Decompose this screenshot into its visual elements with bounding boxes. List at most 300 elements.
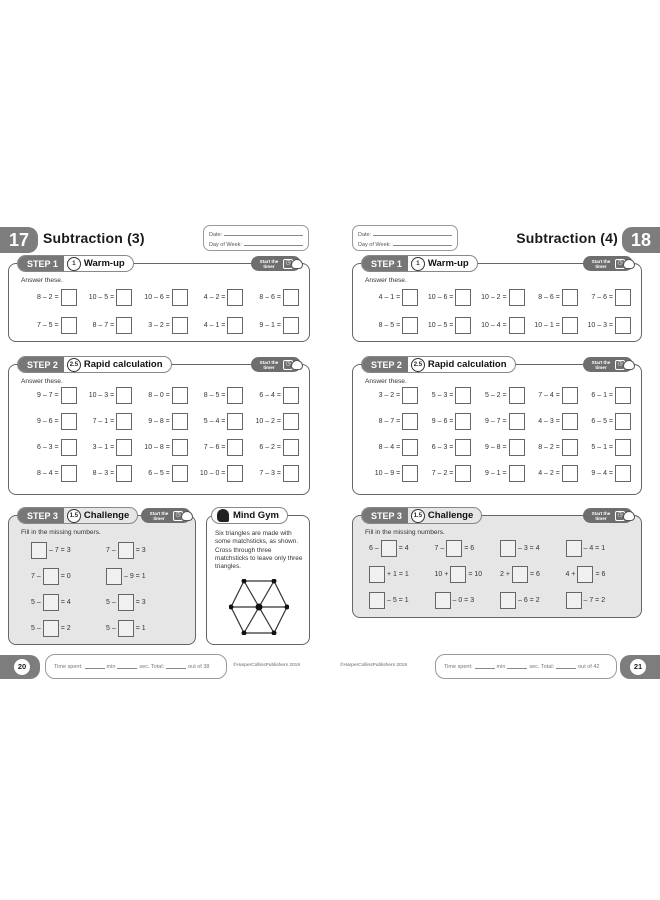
answer-box[interactable] <box>455 413 471 430</box>
page-title: Subtraction (4) <box>516 230 618 246</box>
hand-pointer-icon <box>291 259 303 269</box>
step-name: Rapid calculation <box>427 359 507 370</box>
answer-box[interactable] <box>509 465 525 482</box>
question-item <box>418 465 471 482</box>
question-text: 8 – 5 = <box>378 322 401 329</box>
question-item <box>471 439 524 456</box>
challenge-item <box>566 592 632 609</box>
question-text: 10 – 5 = <box>88 294 115 301</box>
challenge-item <box>566 540 632 557</box>
answer-box[interactable] <box>172 289 188 306</box>
missing-number-box[interactable] <box>106 568 122 585</box>
unit-number-tab: 17 <box>0 227 38 253</box>
challenge-item <box>500 540 566 557</box>
copyright: ©HarperCollinsPublishers 2019 <box>233 663 300 668</box>
missing-number-box[interactable] <box>381 540 397 557</box>
question-item <box>418 387 471 404</box>
date-box <box>203 225 309 251</box>
answer-box[interactable] <box>455 317 471 334</box>
answer-box[interactable] <box>562 465 578 482</box>
question-text: 8 – 7 = <box>378 418 401 425</box>
question-item <box>418 289 471 306</box>
question-item <box>365 387 418 404</box>
answer-box[interactable] <box>615 413 631 430</box>
start-timer-button[interactable]: Start the timer ◷ <box>583 508 633 523</box>
challenge-item <box>106 568 181 585</box>
question-text: 9 – 8 = <box>484 444 507 451</box>
expression-after: = 4 <box>60 599 71 606</box>
step1-section <box>352 258 642 342</box>
answer-box[interactable] <box>61 465 77 482</box>
question-item <box>418 439 471 456</box>
question-item <box>77 289 133 306</box>
question-item <box>418 413 471 430</box>
page-title: Subtraction (3) <box>43 230 145 246</box>
answer-box[interactable] <box>227 465 243 482</box>
question-text: 8 – 6 = <box>259 294 281 301</box>
step2-section <box>8 359 310 495</box>
missing-number-box[interactable] <box>43 594 59 611</box>
question-text: 6 – 5 = <box>148 470 170 477</box>
stopwatch-icon: 1.5 <box>67 509 81 523</box>
question-item <box>132 317 188 334</box>
question-item <box>578 465 631 482</box>
answer-box[interactable] <box>172 387 188 404</box>
question-item <box>77 465 133 482</box>
stopwatch-icon: 2.5 <box>411 358 425 372</box>
question-item <box>365 317 418 334</box>
mind-gym-header <box>211 507 288 524</box>
answer-box[interactable] <box>402 289 418 306</box>
question-item <box>21 387 77 404</box>
answer-box[interactable] <box>227 317 243 334</box>
answer-box[interactable] <box>61 317 77 334</box>
hand-pointer-icon <box>623 511 635 521</box>
date-label: Date: <box>209 232 223 238</box>
step-name: Warm-up <box>427 258 469 269</box>
question-text: 9 – 7 = <box>484 418 507 425</box>
minutes-field[interactable] <box>85 664 105 669</box>
step-label: STEP 2 <box>18 357 64 372</box>
question-text: 7 – 1 = <box>92 418 115 425</box>
answer-box[interactable] <box>562 317 578 334</box>
answer-box[interactable] <box>61 387 77 404</box>
question-grid <box>365 289 631 334</box>
answer-box[interactable] <box>61 413 77 430</box>
answer-box[interactable] <box>227 439 243 456</box>
start-timer-button[interactable]: Start the timer ◷ <box>251 256 301 271</box>
missing-number-box[interactable] <box>435 592 451 609</box>
question-item <box>21 289 77 306</box>
step1-section <box>8 258 310 342</box>
missing-number-box[interactable] <box>577 566 593 583</box>
date-field[interactable] <box>224 235 303 236</box>
answer-box[interactable] <box>509 317 525 334</box>
expression-before: 5 – <box>31 625 41 632</box>
challenge-item <box>435 566 501 583</box>
question-text: 7 – 5 = <box>36 322 59 329</box>
question-item <box>243 289 299 306</box>
challenge-item <box>106 542 181 559</box>
challenge-item <box>369 592 435 609</box>
step3-section <box>352 510 642 618</box>
answer-box[interactable] <box>283 413 299 430</box>
answer-box[interactable] <box>227 413 243 430</box>
seconds-field[interactable] <box>117 664 137 669</box>
challenge-item <box>106 620 181 637</box>
answer-box[interactable] <box>116 387 132 404</box>
expression-after: – 3 = 4 <box>518 545 540 552</box>
challenge-grid <box>31 542 181 637</box>
question-text: 8 – 5 = <box>203 392 226 399</box>
question-text: 8 – 7 = <box>92 322 115 329</box>
answer-box[interactable] <box>615 465 631 482</box>
question-item <box>471 387 524 404</box>
expression-after: = 3 <box>135 547 146 554</box>
instruction: Answer these. <box>365 378 407 385</box>
page-number-tab <box>620 655 660 679</box>
question-item <box>525 413 578 430</box>
hand-pointer-icon <box>623 360 635 370</box>
question-text: 9 – 1 = <box>259 322 281 329</box>
question-item <box>525 465 578 482</box>
question-text: 10 – 9 = <box>374 470 401 477</box>
missing-number-box[interactable] <box>446 540 462 557</box>
expression-before: 7 – <box>106 547 116 554</box>
expression-after: = 4 <box>398 545 409 552</box>
challenge-item <box>566 566 632 583</box>
answer-box[interactable] <box>172 317 188 334</box>
question-text: 6 – 4 = <box>259 392 281 399</box>
question-item <box>21 317 77 334</box>
answer-box[interactable] <box>509 387 525 404</box>
question-item <box>365 465 418 482</box>
question-text: 7 – 4 = <box>538 392 560 399</box>
answer-box[interactable] <box>402 387 418 404</box>
missing-number-box[interactable] <box>118 594 134 611</box>
missing-number-box[interactable] <box>43 620 59 637</box>
question-text: 4 – 2 = <box>538 470 560 477</box>
answer-box[interactable] <box>116 317 132 334</box>
day-field[interactable] <box>244 245 303 246</box>
question-text: 10 – 5 = <box>427 322 454 329</box>
stopwatch-icon: 1 <box>67 257 81 271</box>
page-number-tab <box>0 655 40 679</box>
answer-box[interactable] <box>61 289 77 306</box>
step3-section <box>8 510 196 645</box>
day-label: Day of Week: <box>358 242 391 248</box>
answer-box[interactable] <box>116 465 132 482</box>
question-item <box>77 413 133 430</box>
answer-box[interactable] <box>509 439 525 456</box>
expression-after: – 5 = 1 <box>387 597 409 604</box>
question-text: 8 – 2 = <box>36 294 59 301</box>
answer-box[interactable] <box>455 289 471 306</box>
expression-after: = 6 <box>464 545 475 552</box>
question-item <box>243 387 299 404</box>
answer-box[interactable] <box>172 413 188 430</box>
timer-icon: ◷ <box>615 511 625 521</box>
missing-number-box[interactable] <box>500 540 516 557</box>
question-item <box>365 289 418 306</box>
answer-box[interactable] <box>455 465 471 482</box>
expression-before: 2 + <box>500 571 510 578</box>
question-text: 10 – 4 = <box>481 322 507 329</box>
expression-after: – 7 = 2 <box>583 597 606 604</box>
question-text: 10 – 3 = <box>587 322 613 329</box>
answer-box[interactable] <box>116 439 132 456</box>
question-item <box>21 465 77 482</box>
answer-box[interactable] <box>562 387 578 404</box>
expression-before: 10 + <box>434 571 449 578</box>
question-item <box>243 465 299 482</box>
mind-gym-title: Mind Gym <box>233 510 279 521</box>
day-label: Day of Week: <box>209 242 242 248</box>
missing-number-box[interactable] <box>512 566 528 583</box>
expression-before: 5 – <box>31 599 41 606</box>
timer-icon: ◷ <box>615 360 625 370</box>
expression-after: – 4 = 1 <box>583 545 606 552</box>
day-field[interactable] <box>393 245 452 246</box>
expression-before: 7 – <box>434 545 445 552</box>
answer-box[interactable] <box>402 439 418 456</box>
missing-number-box[interactable] <box>450 566 466 583</box>
question-item <box>578 289 631 306</box>
timer-icon: ◷ <box>283 360 293 370</box>
answer-box[interactable] <box>615 387 631 404</box>
question-item <box>77 387 133 404</box>
challenge-item <box>31 542 106 559</box>
question-text: 6 – 5 = <box>591 418 613 425</box>
step2-header <box>17 356 172 373</box>
instruction: Answer these. <box>21 378 63 385</box>
question-item <box>188 289 244 306</box>
date-box <box>352 225 458 251</box>
step-label: STEP 2 <box>362 357 408 372</box>
expression-after: = 2 <box>60 625 71 632</box>
step-name: Rapid calculation <box>83 359 163 370</box>
date-label: Date: <box>358 232 372 238</box>
question-text: 9 – 1 = <box>484 470 507 477</box>
question-text: 5 – 3 = <box>431 392 454 399</box>
answer-box[interactable] <box>615 289 631 306</box>
challenge-item <box>31 594 106 611</box>
question-text: 8 – 2 = <box>538 444 560 451</box>
question-text: 8 – 6 = <box>538 294 560 301</box>
question-item <box>578 413 631 430</box>
timer-icon: ◷ <box>173 511 183 521</box>
instruction: Fill in the missing numbers. <box>365 529 445 536</box>
question-text: 8 – 4 = <box>378 444 401 451</box>
question-text: 7 – 6 = <box>591 294 613 301</box>
expression-after: = 3 <box>135 599 146 606</box>
question-text: 8 – 4 = <box>36 470 59 477</box>
answer-box[interactable] <box>562 439 578 456</box>
answer-box[interactable] <box>283 387 299 404</box>
total-field[interactable] <box>556 664 576 669</box>
question-item <box>21 413 77 430</box>
stopwatch-icon: 1.5 <box>411 509 425 523</box>
question-item <box>132 289 188 306</box>
challenge-item <box>500 592 566 609</box>
question-item <box>365 439 418 456</box>
time-spent-box: Time spent: min sec. Total: out of 42 <box>435 654 617 679</box>
step1-header <box>361 255 478 272</box>
expression-after: – 6 = 2 <box>518 597 540 604</box>
question-item <box>188 387 244 404</box>
expression-after: = 6 <box>529 571 540 578</box>
time-spent-box: Time spent: min sec. Total: out of 38 <box>45 654 227 679</box>
date-field[interactable] <box>373 235 452 236</box>
start-timer-button[interactable]: Start the timer ◷ <box>583 256 633 271</box>
question-item <box>525 387 578 404</box>
mind-gym-section <box>206 510 310 645</box>
question-item <box>578 439 631 456</box>
seconds-field[interactable] <box>507 664 527 669</box>
answer-box[interactable] <box>172 465 188 482</box>
question-item <box>418 317 471 334</box>
missing-number-box[interactable] <box>31 542 47 559</box>
start-timer-button[interactable]: Start the timer ◷ <box>583 357 633 372</box>
question-text: 4 – 1 = <box>378 294 401 301</box>
instruction: Fill in the missing numbers. <box>21 529 101 536</box>
expression-before: 4 + <box>565 571 576 578</box>
missing-number-box[interactable] <box>118 620 134 637</box>
expression-after: = 0 <box>60 573 71 580</box>
question-item <box>471 465 524 482</box>
answer-box[interactable] <box>562 289 578 306</box>
question-item <box>132 465 188 482</box>
question-item <box>471 317 524 334</box>
question-item <box>243 439 299 456</box>
start-timer-button[interactable]: Start the timer ◷ <box>141 508 191 523</box>
question-item <box>471 413 524 430</box>
answer-box[interactable] <box>562 413 578 430</box>
page-number: 20 <box>14 659 30 675</box>
question-item <box>471 289 524 306</box>
answer-box[interactable] <box>402 413 418 430</box>
missing-number-box[interactable] <box>500 592 516 609</box>
missing-number-box[interactable] <box>566 540 582 557</box>
matchstick-hexagon-diagram[interactable] <box>229 579 289 635</box>
question-text: 9 – 6 = <box>36 418 59 425</box>
answer-box[interactable] <box>172 439 188 456</box>
left-page <box>0 225 330 685</box>
question-item <box>365 413 418 430</box>
question-text: 4 – 3 = <box>538 418 560 425</box>
question-item <box>77 439 133 456</box>
copyright: ©HarperCollinsPublishers 2019 <box>340 663 407 668</box>
question-text: 8 – 3 = <box>92 470 115 477</box>
expression-after: – 9 = 1 <box>124 573 146 580</box>
answer-box[interactable] <box>283 465 299 482</box>
question-text: 5 – 1 = <box>591 444 613 451</box>
missing-number-box[interactable] <box>369 566 385 583</box>
answer-box[interactable] <box>509 289 525 306</box>
challenge-item <box>369 566 435 583</box>
question-text: 9 – 4 = <box>591 470 613 477</box>
hand-pointer-icon <box>181 511 193 521</box>
answer-box[interactable] <box>283 289 299 306</box>
question-grid <box>365 387 631 482</box>
step2-section <box>352 359 642 495</box>
answer-box[interactable] <box>227 289 243 306</box>
answer-box[interactable] <box>283 439 299 456</box>
mind-gym-text: Six triangles are made with some matchsticks, as shown. Cross through three matchsticks to leave only three triangles. <box>215 530 303 571</box>
answer-box[interactable] <box>455 439 471 456</box>
answer-box[interactable] <box>402 465 418 482</box>
question-item <box>132 387 188 404</box>
answer-box[interactable] <box>116 413 132 430</box>
question-text: 6 – 1 = <box>591 392 613 399</box>
question-item <box>243 413 299 430</box>
question-item <box>578 317 631 334</box>
total-field[interactable] <box>166 664 186 669</box>
step-name: Challenge <box>83 510 130 521</box>
answer-box[interactable] <box>283 317 299 334</box>
question-grid <box>21 387 299 482</box>
minutes-field[interactable] <box>475 664 495 669</box>
stopwatch-icon: 2.5 <box>67 358 81 372</box>
missing-number-box[interactable] <box>43 568 59 585</box>
answer-box[interactable] <box>509 413 525 430</box>
step-name: Challenge <box>427 510 474 521</box>
challenge-item <box>106 594 181 611</box>
answer-box[interactable] <box>615 439 631 456</box>
step-label: STEP 3 <box>18 508 64 523</box>
question-item <box>77 317 133 334</box>
challenge-item <box>31 620 106 637</box>
question-item <box>132 413 188 430</box>
question-item <box>188 465 244 482</box>
question-text: 5 – 2 = <box>484 392 507 399</box>
question-text: 3 – 2 = <box>148 322 170 329</box>
question-item <box>21 439 77 456</box>
answer-box[interactable] <box>116 289 132 306</box>
start-timer-button[interactable]: Start the timer ◷ <box>251 357 301 372</box>
answer-box[interactable] <box>227 387 243 404</box>
question-text: 3 – 2 = <box>378 392 401 399</box>
question-item <box>578 387 631 404</box>
missing-number-box[interactable] <box>566 592 582 609</box>
question-text: 10 – 0 = <box>199 470 226 477</box>
instruction: Answer these. <box>365 277 407 284</box>
timer-icon: ◷ <box>615 259 625 269</box>
step-label: STEP 1 <box>18 256 64 271</box>
instruction: Answer these. <box>21 277 63 284</box>
answer-box[interactable] <box>455 387 471 404</box>
question-text: 10 – 3 = <box>88 392 115 399</box>
question-text: 6 – 3 = <box>431 444 454 451</box>
question-item <box>525 317 578 334</box>
question-item <box>525 439 578 456</box>
expression-after: = 6 <box>595 571 606 578</box>
expression-before: 5 – <box>106 599 116 606</box>
question-text: 4 – 2 = <box>203 294 226 301</box>
answer-box[interactable] <box>61 439 77 456</box>
missing-number-box[interactable] <box>369 592 385 609</box>
expression-after: + 1 = 1 <box>387 571 409 578</box>
page-number: 21 <box>630 659 646 675</box>
answer-box[interactable] <box>402 317 418 334</box>
answer-box[interactable] <box>615 317 631 334</box>
question-text: 10 – 6 = <box>427 294 454 301</box>
question-text: 7 – 2 = <box>431 470 454 477</box>
missing-number-box[interactable] <box>118 542 134 559</box>
timer-icon: ◷ <box>283 259 293 269</box>
unit-number-tab: 18 <box>622 227 660 253</box>
brain-head-icon <box>217 509 229 522</box>
